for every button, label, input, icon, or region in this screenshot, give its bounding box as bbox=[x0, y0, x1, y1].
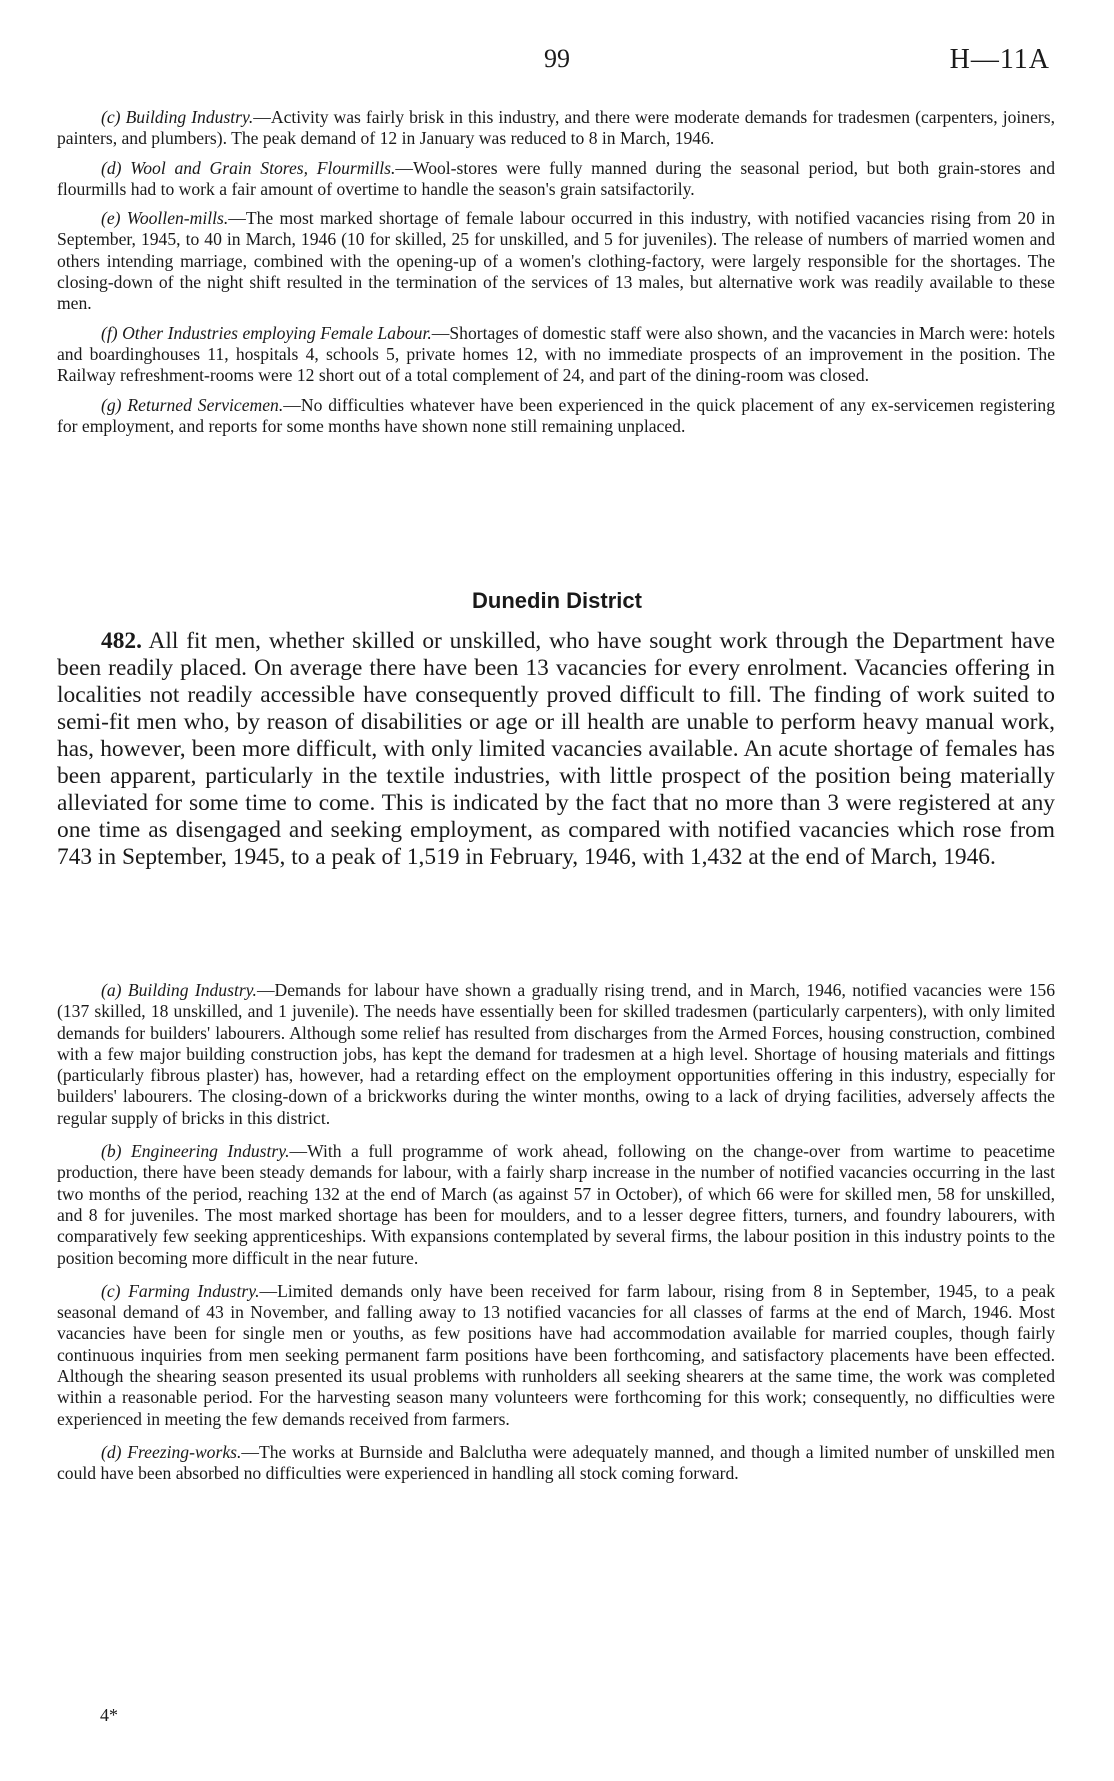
section-label: (c) bbox=[101, 107, 126, 127]
document-id: H—11A bbox=[949, 44, 1050, 75]
top-sections bbox=[57, 107, 1055, 445]
section-title: Building Industry. bbox=[125, 107, 254, 127]
paragraph-482 bbox=[57, 628, 1055, 871]
paragraph-number: 482. bbox=[101, 628, 142, 654]
section-title: Freezing-works. bbox=[127, 1441, 242, 1462]
district-heading: Dunedin District bbox=[472, 588, 642, 613]
section-title: Farming Industry. bbox=[128, 1280, 260, 1301]
section-text: —With a full programme of work ahead, following on the change-over from wartime to peacetime production, there have been steady demands for labour, with a fairly sharp increase in the number of notified vacancies occurring in the last two months of the period, reaching 132 at the end of March (as against 57 in October), of which 66 were for skilled men, 58 for unskilled, and 8 for juveniles. The most marked shortage has been for moulders, and to a lesser degree fitters, turners, and foundry labourers, with comparatively few seeking apprenticeships. With expansions contemplated by several firms, the labour position in this industry points to the position becoming more difficult in the near future. bbox=[57, 1141, 1055, 1268]
section-title: Wool and Grain Stores, Flourmills. bbox=[130, 157, 396, 178]
section-text: —Shortages of domestic staff were also shown, and the vacancies in March were: hotels and boardinghouses 11, hospitals 4, schools 5, private homes 12, with no immediate prospects of an improvement in the position. The Railway refreshment-rooms were 12 short out of a total complement of 24, and part of the dining-room was closed. bbox=[57, 322, 1055, 386]
paragraph-text: All fit men, whether skilled or unskilled, who have sought work through the Department have been readily placed. On average there have been 13 vacancies for every enrolment. Vacancies offering in localities not readily accessible have consequently proved difficult to fill. The finding of work suited to semi-fit men who, by reason of disabilities or age or ill health are unable to perform heavy manual work, has, however, been more difficult, with only limited vacancies available. An acute shortage of females has been apparent, particularly in the textile industries, with little prospect of the position being materially alleviated for some time to come. This is indicated by the fact that no more than 3 were registered at any one time as disengaged and seeking employment, as compared with notified vacancies which rose from 743 in September, 1945, to a peak of 1,519 in February, 1946, with 1,432 at the end of March, 1946. bbox=[57, 628, 1055, 870]
section-c-building bbox=[57, 107, 1055, 150]
section-a-building bbox=[57, 980, 1055, 1129]
section-label: (f) bbox=[101, 322, 123, 343]
section-b-engineering bbox=[57, 1141, 1055, 1269]
section-title: Engineering Industry. bbox=[130, 1141, 290, 1162]
section-g-returned-servicemen bbox=[57, 395, 1055, 438]
section-label: (a) bbox=[101, 980, 128, 1000]
section-label: (c) bbox=[101, 1280, 129, 1301]
section-text: —Wool-stores were fully manned during the seasonal period, but both grain-stores and flourmills had to work a fair amount of overtime to handle the season's grain satsifactorily. bbox=[57, 157, 1055, 199]
section-e-woollen-mills bbox=[57, 208, 1055, 314]
section-text: —Limited demands only have been received for farm labour, rising from 8 in September, 1945, to a peak seasonal demand of 43 in November, and falling away to 13 notified vacancies for all classes of farms at the end of March, 1946. Most vacancies have been for single men or youths, as few positions have had accommodation available for married couples, though fairly continuous inquiries from men seeking permanent farm positions have been forthcoming, and satisfactory placements have been effected. Although the shearing season presented its usual problems with runholders all seeking shearers at the same time, the work was completed within a reasonable period. For the harvesting season many volunteers were forthcoming for this work; consequently, no difficulties were experienced in meeting the few demands received from farmers. bbox=[57, 1280, 1055, 1429]
section-title: Woollen-mills. bbox=[126, 208, 229, 229]
section-label: (e) bbox=[101, 208, 127, 229]
section-title: Building Industry. bbox=[127, 980, 257, 1000]
section-text: —No difficulties whatever have been experienced in the quick placement of any ex-servicemen registering for employment, and reports for some months have shown none still remaining unplaced. bbox=[57, 394, 1055, 436]
section-f-other-industries bbox=[57, 323, 1055, 387]
page-number: 99 bbox=[544, 44, 570, 73]
section-label: (d) bbox=[101, 157, 131, 178]
footer-signature-mark: 4* bbox=[100, 1705, 118, 1725]
section-d-wool-grain bbox=[57, 158, 1055, 201]
section-c-farming bbox=[57, 1281, 1055, 1430]
section-title: Other Industries employing Female Labour. bbox=[122, 322, 432, 343]
section-d-freezing-works bbox=[57, 1442, 1055, 1485]
section-label: (g) bbox=[101, 394, 128, 415]
section-label: (b) bbox=[101, 1141, 131, 1162]
section-text: —The most marked shortage of female labour occurred in this industry, with notified vacancies rising from 20 in September, 1945, to 40 in March, 1946 (10 for skilled, 25 for unskilled, and 5 for juveniles). The release of numbers of married women and others intending marriage, combined with the opening-up of a women's clothing-factory, were largely responsible for the shortages. The closing-down of the night shift resulted in the termination of the services of 13 males, but alternative work was readily available to these men. bbox=[57, 208, 1055, 314]
section-title: Returned Servicemen. bbox=[127, 394, 284, 415]
section-text: —The works at Burnside and Balclutha were adequately manned, and though a limited number of unskilled men could have been absorbed no difficulties were experienced in handling all stock coming forward. bbox=[57, 1441, 1055, 1484]
bottom-sections bbox=[57, 980, 1055, 1497]
section-text: —Demands for labour have shown a gradually rising trend, and in March, 1946, notified vacancies were 156 (137 skilled, 18 unskilled, and 1 juvenile). The needs have essentially been for skilled tradesmen (particularly carpenters), with only limited demands for builders' labourers. Although some relief has resulted from discharges from the Armed Forces, housing construction, combined with a few major building construction jobs, has kept the demand for tradesmen at a high level. Shortage of housing materials and fittings (particularly fibrous plaster) has, however, had a retarding effect on the employment opportunities offering in this industry, especially for builders' labourers. The closing-down of a brickworks during the winter months, owing to a lack of drying facilities, adversely affects the regular supply of bricks in this district. bbox=[57, 980, 1055, 1128]
section-label: (d) bbox=[101, 1441, 128, 1462]
section-text: —Activity was fairly brisk in this industry, and there were moderate demands for tradesmen (carpenters, joiners, painters, and plumbers). The peak demand of 12 in January was reduced to 8 in March, 1946. bbox=[57, 107, 1055, 149]
